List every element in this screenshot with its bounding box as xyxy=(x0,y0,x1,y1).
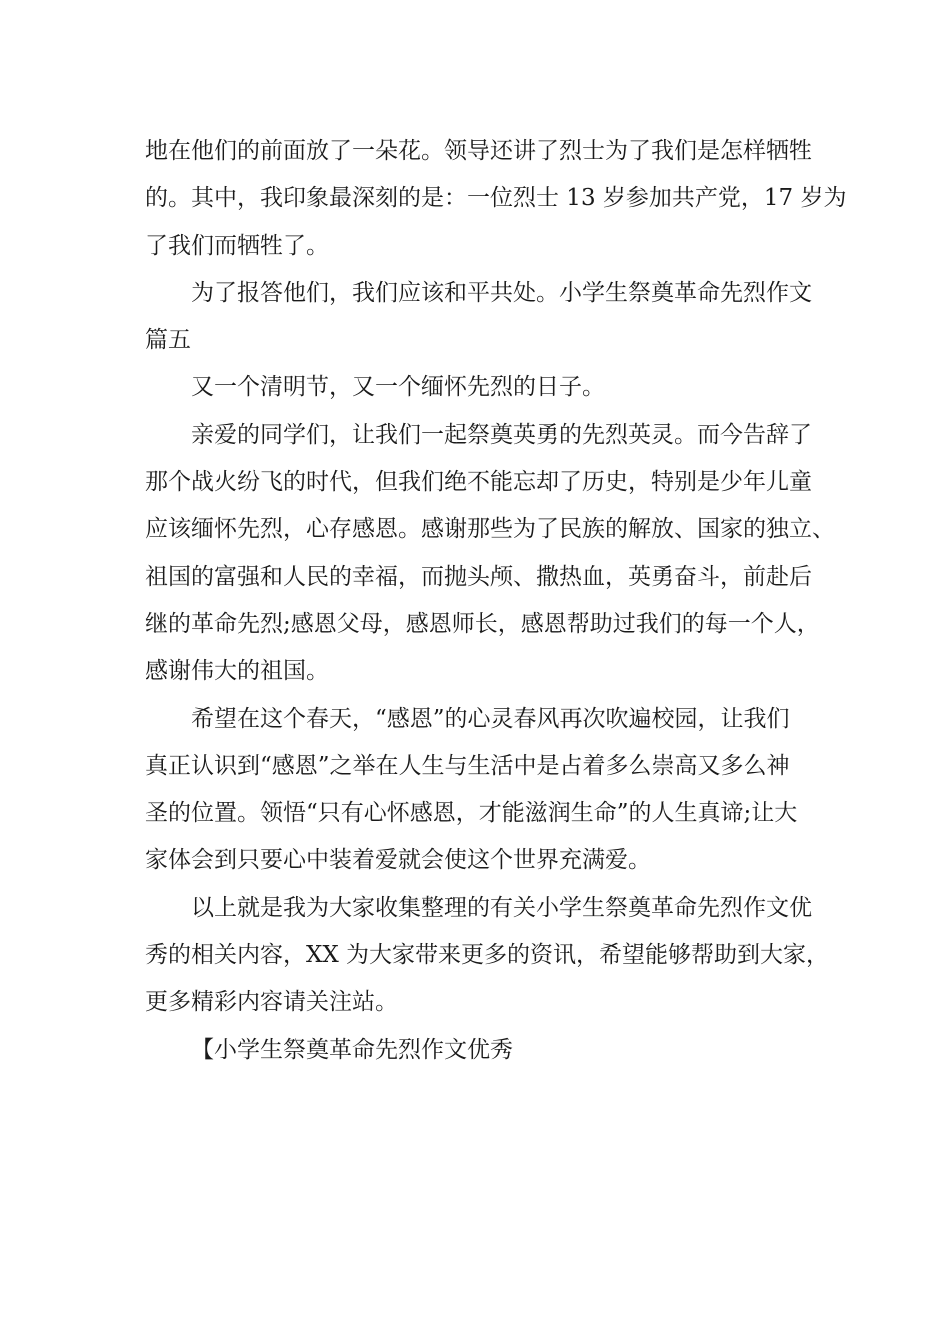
text-line: 家体会到只要心中装着爱就会使这个世界充满爱。 xyxy=(145,847,651,874)
text-line: 亲爱的同学们，让我们一起祭奠英勇的先烈英灵。而今告辞了 xyxy=(191,421,812,448)
text-line: 了我们而牺牲了。 xyxy=(145,232,329,259)
text-line: 为了报答他们，我们应该和平共处。小学生祭奠革命先烈作文 xyxy=(191,279,812,306)
text-line: 圣的位置。领悟“只有心怀感恩，才能滋润生命”的人生真谛;让大 xyxy=(145,800,798,827)
text-line: 希望在这个春天，“感恩”的心灵春风再次吹遍校园，让我们 xyxy=(191,705,790,732)
text-line: 应该缅怀先烈，心存感恩。感谢那些为了民族的解放、国家的独立、 xyxy=(145,516,835,543)
text-line: 以上就是我为大家收集整理的有关小学生祭奠革命先烈作文优 xyxy=(191,894,812,921)
text-line: 的。其中，我印象最深刻的是：一位烈士 13 岁参加共产党，17 岁为 xyxy=(145,185,847,212)
text-line: 真正认识到“感恩”之举在人生与生活中是占着多么崇高又多么神 xyxy=(145,752,790,779)
text-line: 秀的相关内容，XX 为大家带来更多的资讯，希望能够帮助到大家， xyxy=(145,942,830,969)
text-line: 篇五 xyxy=(145,327,191,354)
text-line: 地在他们的前面放了一朵花。领导还讲了烈士为了我们是怎样牺牲 xyxy=(145,138,812,164)
text-line: 那个战火纷飞的时代，但我们绝不能忘却了历史，特别是少年儿童 xyxy=(145,469,812,496)
text-line: 【小学生祭奠革命先烈作文优秀 xyxy=(191,1036,513,1063)
text-line: 感谢伟大的祖国。 xyxy=(145,658,329,685)
text-line: 更多精彩内容请关注站。 xyxy=(145,989,398,1016)
text-line: 又一个清明节，又一个缅怀先烈的日子。 xyxy=(191,374,605,401)
text-line: 祖国的富强和人民的幸福，而抛头颅、撒热血，英勇奋斗，前赴后 xyxy=(145,563,812,590)
text-line: 继的革命先烈;感恩父母，感恩师长，感恩帮助过我们的每一个人， xyxy=(145,610,820,637)
body-text xyxy=(145,128,847,1074)
